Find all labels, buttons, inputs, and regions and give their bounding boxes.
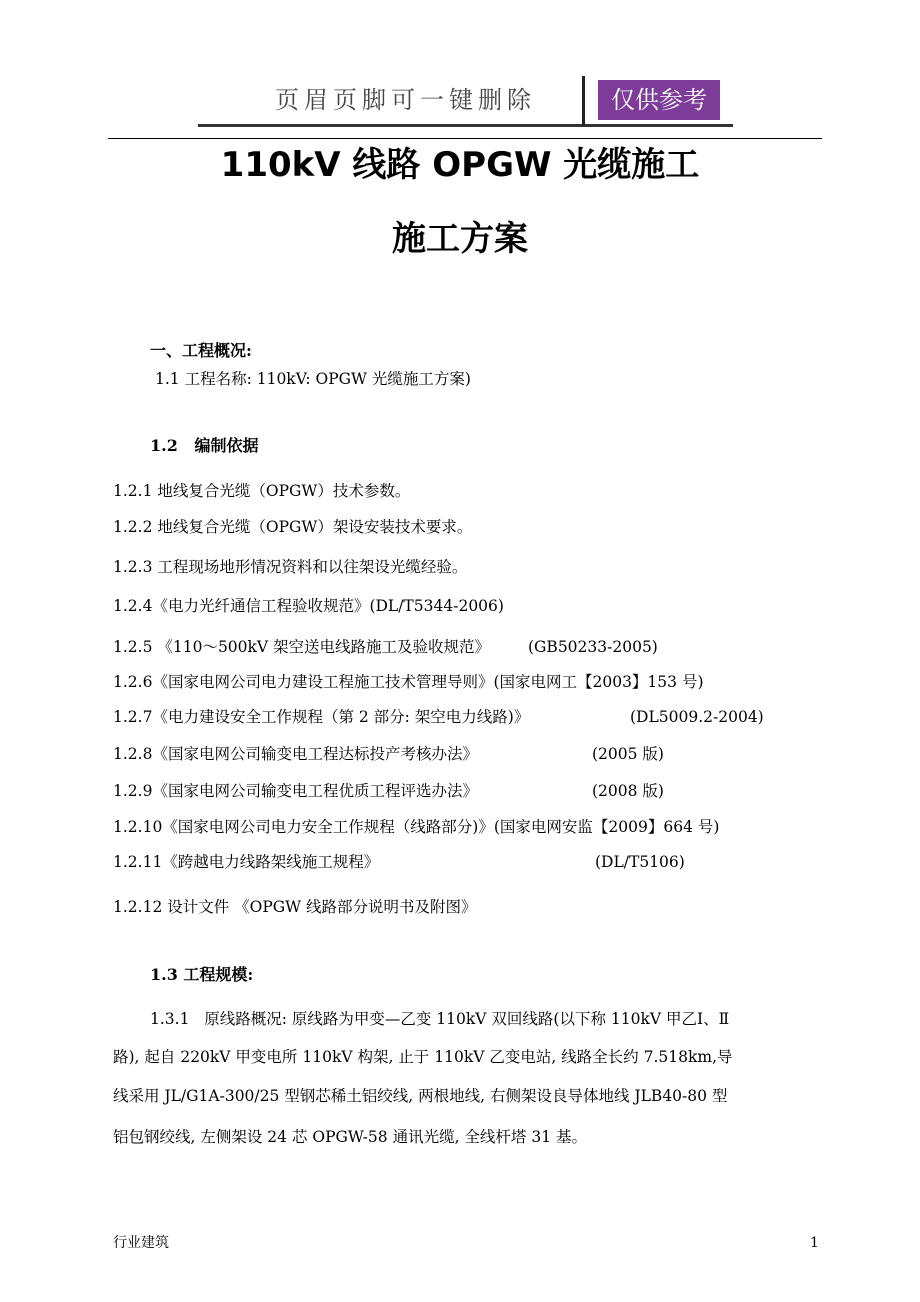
basis-item: 1.2.10《国家电网公司电力安全工作规程（线路部分)》(国家电网安监【2009】664 号) [113,818,720,836]
basis-item: 1.2.12 设计文件 《OPGW 线路部分说明书及附图》 [113,898,477,916]
basis-item: 1.2.8《国家电网公司输变电工程达标投产考核办法》 [113,745,478,763]
page-number: 1 [810,1235,819,1251]
basis-heading: 1.2 编制依据 [150,436,259,455]
section-heading: 一、工程概况: [150,341,252,360]
basis-item: 1.2.7《电力建设安全工作规程（第 2 部分: 架空电力线路)》 [113,708,530,726]
paragraph-line: 线采用 JL/G1A-300/25 型钢芯稀土铝绞线, 两根地线, 右侧架设良导体地线 JLB40-80 型 [113,1087,728,1105]
basis-item: 1.2.2 地线复合光缆（OPGW）架设安装技术要求。 [113,518,473,536]
basis-item: 1.2.6《国家电网公司电力建设工程施工技术管理导则》(国家电网工【2003】153 号) [113,673,704,691]
header-divider [582,76,585,126]
basis-item-reference: (2005 版) [592,745,664,763]
basis-item: 1.2.4《电力光纤通信工程验收规范》(DL/T5344-2006) [113,597,504,615]
reference-badge: 仅供参考 [598,80,720,120]
basis-item: 1.2.1 地线复合光缆（OPGW）技术参数。 [113,482,411,500]
basis-item-reference: (DL5009.2-2004) [630,708,764,726]
paragraph-line: 1.3.1 原线路概况: 原线路为甲变—乙变 110kV 双回线路(以下称 110kV 甲乙Ⅰ、Ⅱ [150,1010,730,1028]
basis-item: 1.2.9《国家电网公司输变电工程优质工程评选办法》 [113,782,478,800]
header-rule [108,138,822,139]
paragraph-line: 路), 起自 220kV 甲变电所 110kV 构架, 止于 110kV 乙变电站, 线路全长约 7.518km,导 [113,1048,733,1066]
footer-label: 行业建筑 [113,1235,169,1251]
project-name: 1.1 工程名称: 110kV: OPGW 光缆施工方案) [155,370,471,388]
title-line-2: 施工方案 [392,219,528,259]
scale-heading: 1.3 工程规模: [150,965,254,984]
header-text: 页眉页脚可一键删除 [275,86,536,114]
basis-item-reference: (DL/T5106) [595,853,685,871]
basis-item: 1.2.5 《110～500kV 架空送电线路施工及验收规范》 [113,638,491,656]
header-underline [198,124,733,127]
basis-item: 1.2.11《跨越电力线路架线施工规程》 [113,853,380,871]
basis-item-reference: (2008 版) [592,782,664,800]
basis-item-reference: (GB50233-2005) [528,638,658,656]
basis-item: 1.2.3 工程现场地形情况资料和以往架设光缆经验。 [113,558,468,576]
paragraph-line: 铝包钢绞线, 左侧架设 24 芯 OPGW-58 通讯光缆, 全线杆塔 31 基。 [113,1128,588,1146]
title-line-1: 110kV 线路 OPGW 光缆施工 [220,145,700,185]
